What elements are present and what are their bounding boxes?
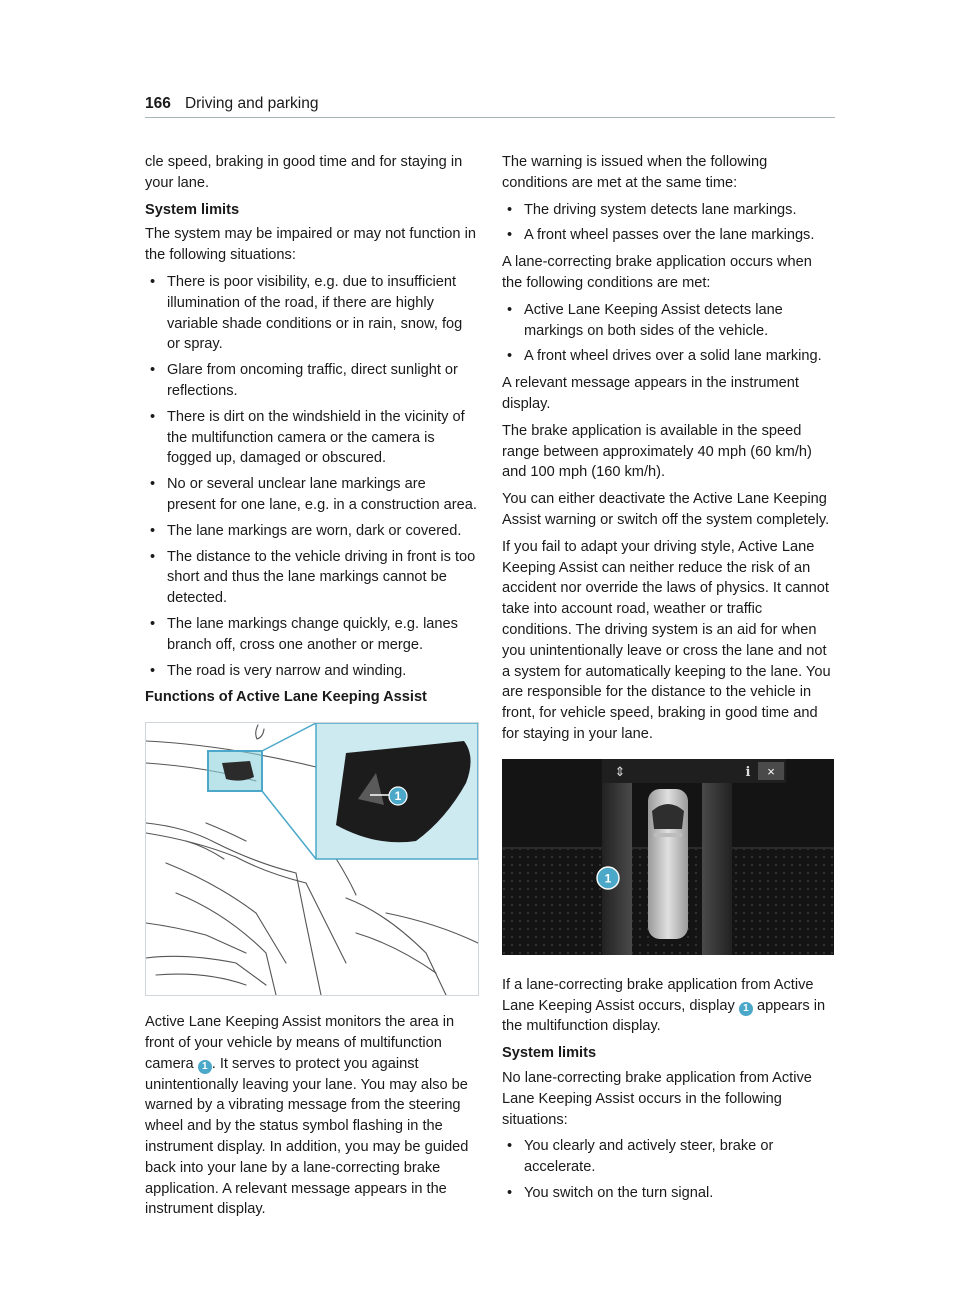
system-limits-heading: System limits — [145, 201, 240, 218]
system-limits-heading-2: System limits — [502, 1045, 597, 1062]
callout-1: 1 — [739, 1002, 753, 1016]
list-item: • The lane markings are worn, dark or covered. — [150, 522, 462, 539]
system-limits-list-2 — [502, 1136, 834, 1203]
page-header — [145, 94, 835, 118]
vehicle-line-drawing — [146, 723, 478, 995]
list-item: • A front wheel drives over a solid lane marking. — [507, 348, 822, 365]
list-item: • You switch on the turn signal. — [507, 1184, 714, 1201]
deactivate-paragraph: You can either deactivate the Active Lane Keeping Assist warning or switch off the system completely. — [502, 491, 830, 528]
list-item: • There is poor visibility, e.g. due to insufficient illumination of the road, if there are highly variable shade conditions or in rain, snow, fog or spray. — [150, 273, 463, 353]
system-limits-list — [145, 272, 477, 681]
close-icon: × — [767, 763, 775, 779]
multifunction-display-figure — [502, 759, 834, 955]
scroll-icon: ⇕ — [614, 763, 626, 779]
warning-intro: The warning is issued when the following conditions are met at the same time: — [502, 154, 768, 191]
list-item: • The road is very narrow and winding. — [150, 662, 407, 679]
list-item: • No or several unclear lane markings are present for one lane, e.g. in a construction area. — [150, 476, 477, 513]
header-rule — [145, 117, 835, 118]
callout-1: 1 — [198, 1060, 212, 1074]
list-item: • There is dirt on the windshield in the vicinity of the multifunction camera or the camera is fogged up, damaged or obscured. — [150, 408, 465, 467]
list-item: • The distance to the vehicle driving in front is too short and thus the lane markings cannot be detected. — [150, 548, 476, 607]
figure-callout-label: 1 — [604, 871, 612, 886]
functions-heading: Functions of Active Lane Keeping Assist — [145, 689, 427, 706]
left-column — [145, 152, 477, 1226]
functions-paragraph: Active Lane Keeping Assist monitors the area in front of your vehicle by means of multifunction camera 1 . It serves to protect you against unintentionally leaving your lane. You may also be warned by a vibrating message from the steering wheel and by the status symbol flashing in the instrument display. In addition, you may be guided back into your lane by a lane-correcting brake application. A relevant message appears in the instrument display. — [145, 1014, 469, 1218]
list-item: • Glare from oncoming traffic, direct sunlight or reflections. — [150, 362, 458, 399]
message-paragraph: A relevant message appears in the instrument display. — [502, 375, 799, 412]
camera-housing-small — [222, 761, 254, 781]
right-column — [502, 152, 834, 1210]
system-limits-intro-2: No lane-correcting brake application from Active Lane Keeping Assist occurs in the following situations: — [502, 1069, 812, 1128]
responsibility-paragraph: If you fail to adapt your driving style, Active Lane Keeping Assist can neither reduce the risk of an accident nor override the laws of physics. It cannot take into account road, weather or traffic conditions. The driving system is an aid for when you unintentionally leave or cross the lane and not a system for automatically keeping to the lane. You are responsible for the distance to the vehicle in front, for vehicle speed, braking in good time and for staying in your lane. — [502, 538, 831, 742]
list-item: • You clearly and actively steer, brake or accelerate. — [507, 1138, 774, 1176]
list-item: • The lane markings change quickly, e.g. lanes branch off, cross one another or merge. — [150, 615, 458, 653]
page-number: 166 — [145, 95, 171, 112]
speed-range-paragraph: The brake application is available in the speed range between approximately 40 mph (60 km/h) and 100 mph (160 km/h). — [502, 422, 812, 481]
list-item: • Active Lane Keeping Assist detects lane markings on both sides of the vehicle. — [507, 301, 783, 339]
warning-conditions-list — [502, 200, 834, 247]
section-title: Driving and parking — [184, 95, 319, 112]
list-item: • A front wheel passes over the lane markings. — [507, 227, 815, 244]
display-paragraph: If a lane-correcting brake application from Active Lane Keeping Assist occurs, display 1 appears in the multifunction display. — [502, 976, 826, 1035]
camera-illustration — [145, 722, 479, 996]
lane-marking-right — [702, 783, 732, 955]
intro-paragraph: cle speed, braking in good time and for staying in your lane. — [145, 154, 463, 191]
system-limits-intro: The system may be impaired or may not function in the following situations: — [145, 226, 476, 264]
info-icon: i — [745, 764, 751, 780]
brake-intro: A lane-correcting brake application occurs when the following conditions are met: — [502, 254, 812, 291]
list-item: • The driving system detects lane markings. — [507, 201, 797, 218]
vehicle-icon — [648, 789, 688, 939]
display-screen — [502, 759, 834, 955]
brake-conditions-list — [502, 300, 834, 367]
figure-callout-label: 1 — [394, 789, 402, 804]
